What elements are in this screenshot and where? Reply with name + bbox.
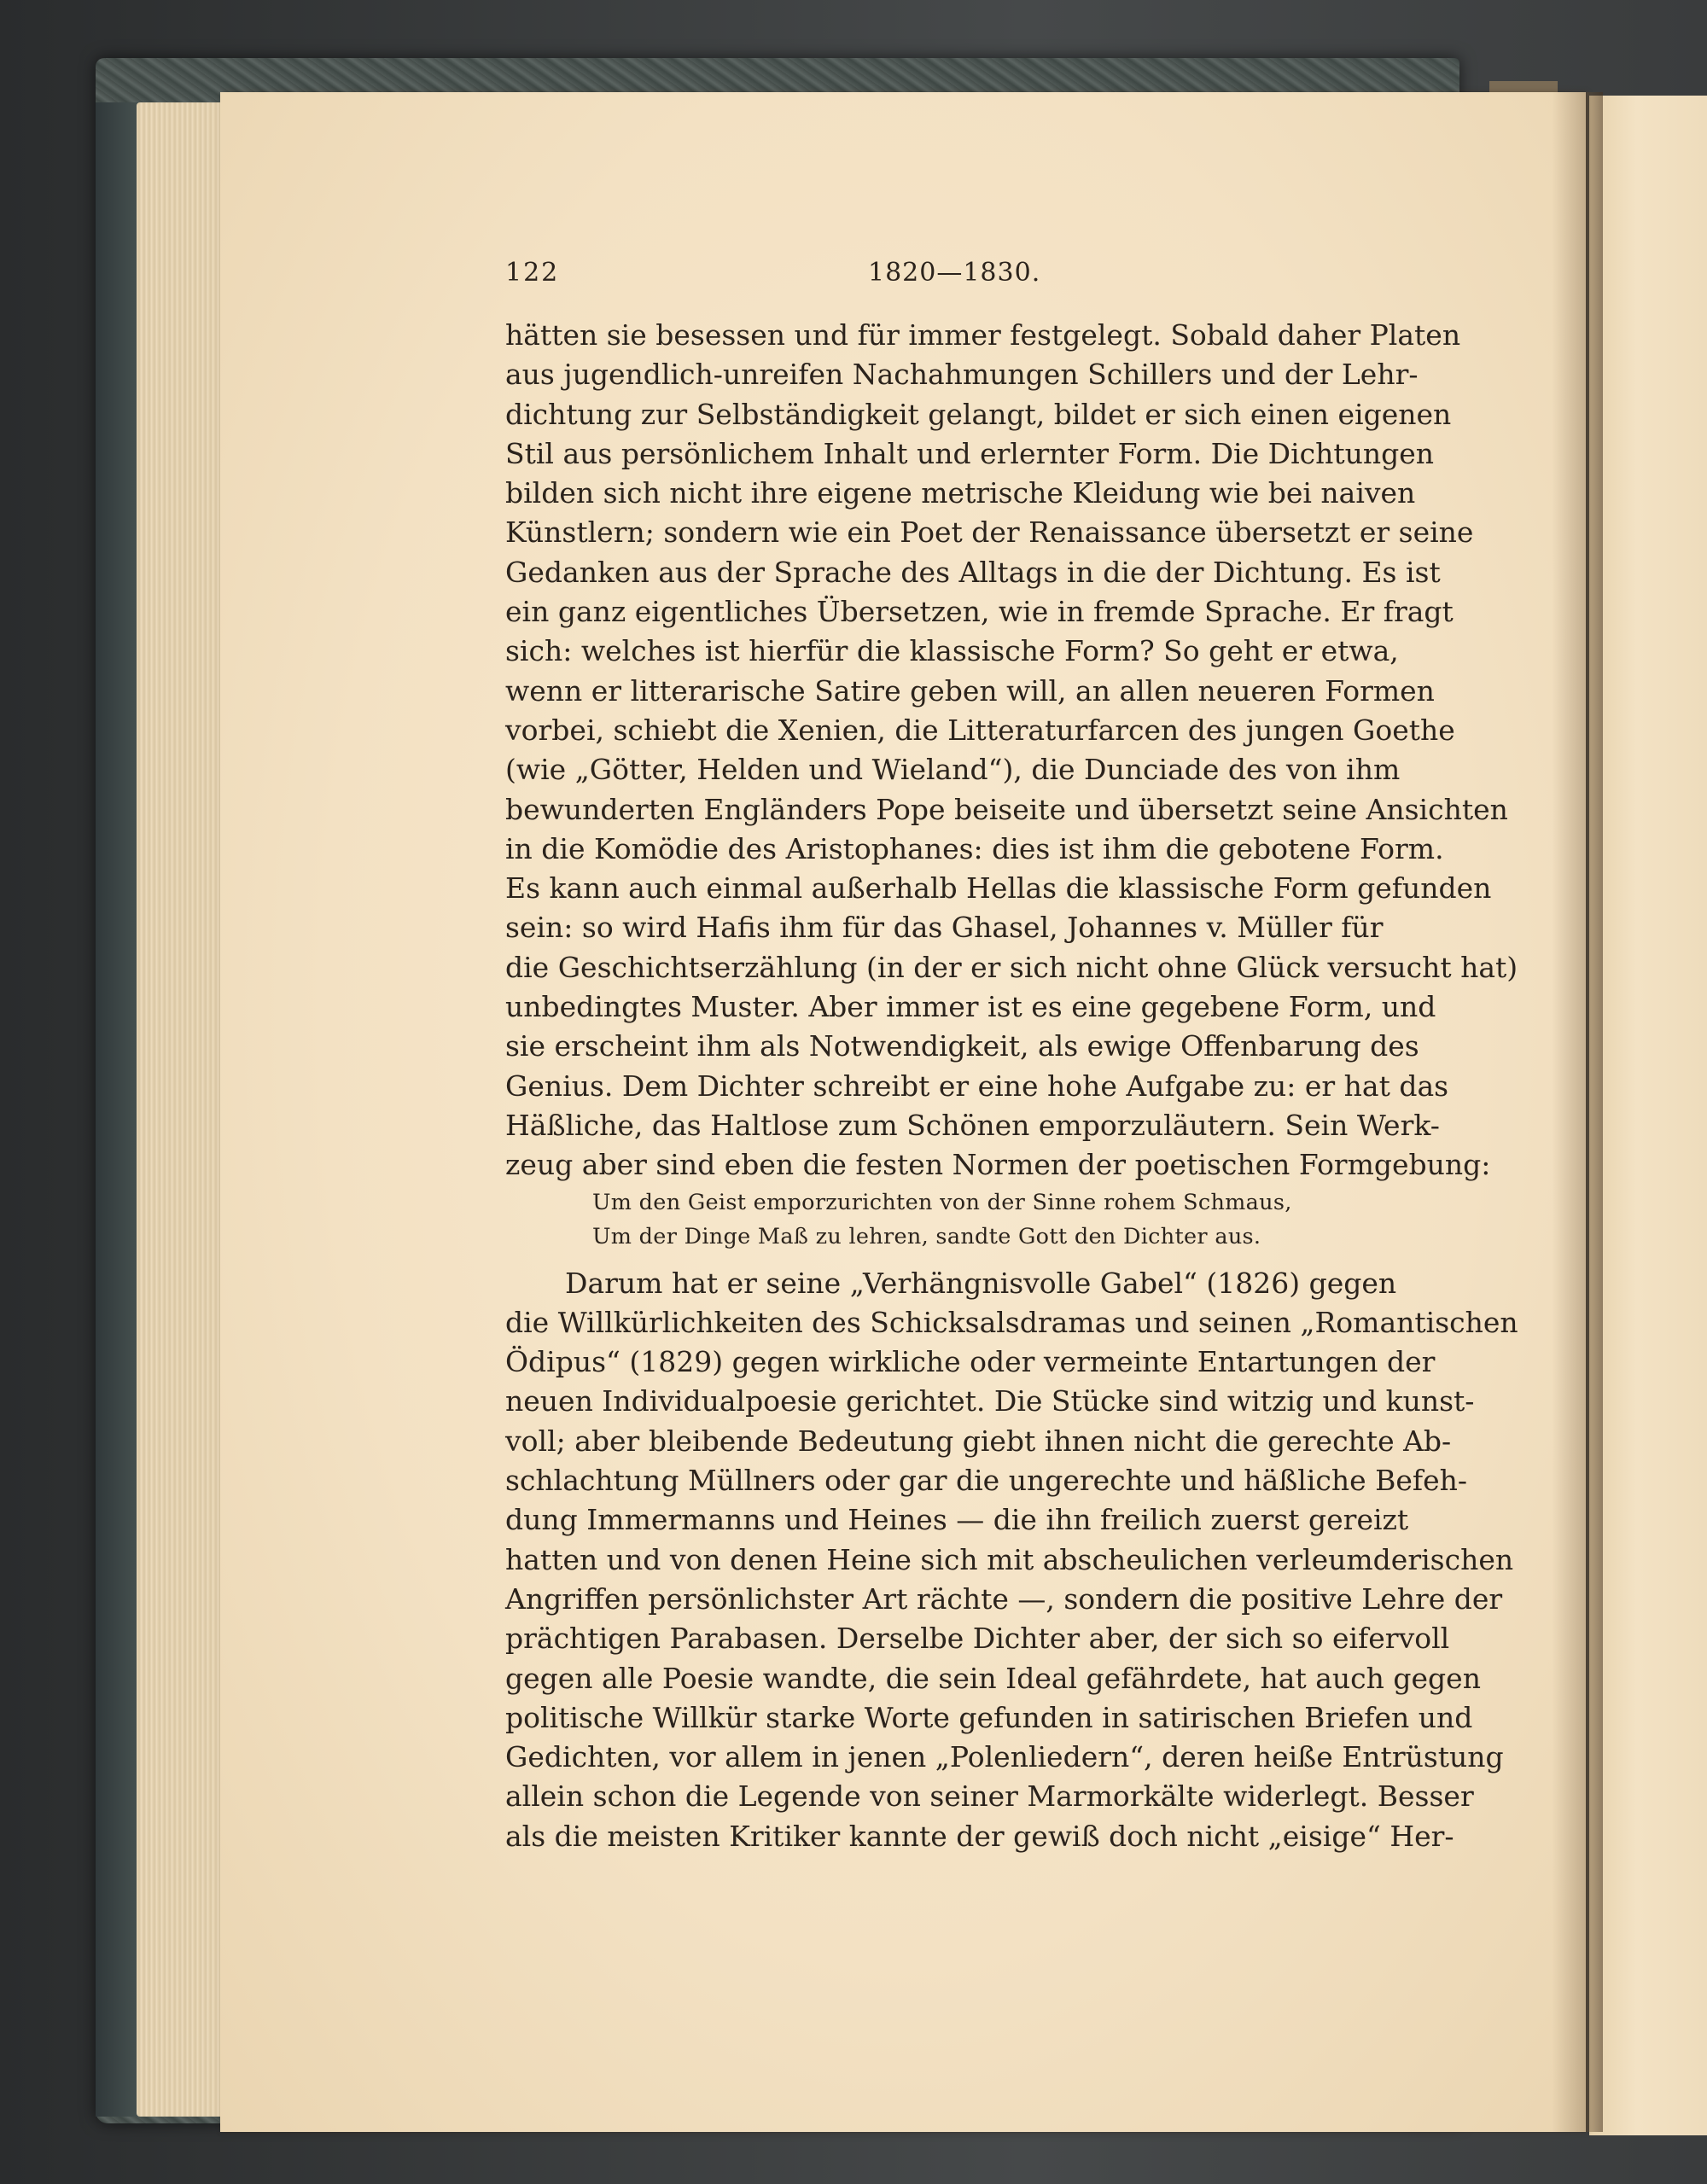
page-number: 122 bbox=[505, 258, 560, 288]
quote-line: Um der Dinge Maß zu lehren, sandte Gott den Dichter aus. bbox=[592, 1223, 1261, 1249]
text-line: bewunderten Engländers Pope beiseite und übersetzt seine Ansichten bbox=[505, 792, 1508, 826]
facing-page bbox=[1589, 96, 1707, 2135]
spacer bbox=[505, 1254, 1378, 1264]
page-gutter bbox=[1552, 92, 1603, 2132]
text-line: hätten sie besessen und für immer festgelegt. Sobald daher Platen bbox=[505, 318, 1461, 352]
text-line: Häßliche, das Haltlose zum Schönen emporzuläutern. Sein Werk- bbox=[505, 1108, 1440, 1142]
text-line: die Willkürlichkeiten des Schicksalsdramas und seinen „Romantischen bbox=[505, 1305, 1518, 1339]
text-line: ein ganz eigentliches Übersetzen, wie in fremde Sprache. Er fragt bbox=[505, 595, 1454, 629]
text-line: allein schon die Legende von seiner Marmorkälte widerlegt. Besser bbox=[505, 1779, 1474, 1814]
text-line: bilden sich nicht ihre eigene metrische Kleidung wie bei naiven bbox=[505, 476, 1416, 510]
text-line: voll; aber bleibende Bedeutung giebt ihnen nicht die gerechte Ab- bbox=[505, 1424, 1452, 1458]
paragraph-2 bbox=[505, 1264, 1518, 1856]
text-line: aus jugendlich-unreifen Nachahmungen Schillers und der Lehr- bbox=[505, 358, 1419, 392]
text-line: Gedichten, vor allem in jenen „Polenliedern“, deren heiße Entrüstung bbox=[505, 1740, 1504, 1774]
text-line: Genius. Dem Dichter schreibt er eine hohe Aufgabe zu: er hat das bbox=[505, 1069, 1449, 1103]
verse-quote bbox=[505, 1185, 1378, 1254]
text-line: Künstlern; sondern wie ein Poet der Renaissance übersetzt er seine bbox=[505, 515, 1474, 550]
text-line: sie erscheint ihm als Notwendigkeit, als ewige Offenbarung des bbox=[505, 1029, 1419, 1063]
text-line: (wie „Götter, Helden und Wieland“), die Dunciade des von ihm bbox=[505, 753, 1401, 787]
text-line: zeug aber sind eben die festen Normen der poetischen Formgebung: bbox=[505, 1148, 1491, 1182]
text-line: dichtung zur Selbständigkeit gelangt, bildet er sich einen eigenen bbox=[505, 397, 1452, 431]
text-line: prächtigen Parabasen. Derselbe Dichter aber, der sich so eifervoll bbox=[505, 1622, 1450, 1656]
text-line: vorbei, schiebt die Xenien, die Litteraturfarcen des jungen Goethe bbox=[505, 713, 1455, 747]
text-line: sich: welches ist hierfür die klassische Form? So geht er etwa, bbox=[505, 634, 1399, 668]
text-line: gegen alle Poesie wandte, die sein Ideal gefährdete, hat auch gegen bbox=[505, 1661, 1481, 1695]
page-header bbox=[505, 258, 1378, 295]
paragraph-1 bbox=[505, 316, 1518, 1185]
text-line: dung Immermanns und Heines — die ihn freilich zuerst gereizt bbox=[505, 1503, 1409, 1537]
text-line: Stil aus persönlichem Inhalt und erlernter Form. Die Dichtungen bbox=[505, 436, 1435, 470]
running-head: 1820—1830. bbox=[868, 258, 1041, 288]
text-line: unbedingtes Muster. Aber immer ist es eine gegebene Form, und bbox=[505, 990, 1436, 1024]
text-line: politische Willkür starke Worte gefunden in satirischen Briefen und bbox=[505, 1700, 1473, 1734]
text-line: Es kann auch einmal außerhalb Hellas die klassische Form gefunden bbox=[505, 871, 1492, 906]
text-line: Gedanken aus der Sprache des Alltags in die der Dichtung. Es ist bbox=[505, 555, 1441, 589]
text-line: sein: so wird Hafis ihm für das Ghasel, Johannes v. Müller für bbox=[505, 911, 1384, 945]
text-line: hatten und von denen Heine sich mit abscheulichen verleumderischen bbox=[505, 1542, 1514, 1576]
text-block bbox=[505, 316, 1518, 1856]
text-line: als die meisten Kritiker kannte der gewiß doch nicht „eisige“ Her- bbox=[505, 1819, 1454, 1853]
text-line: wenn er litterarische Satire geben will, an allen neueren Formen bbox=[505, 673, 1435, 708]
text-line: die Geschichtserzählung (in der er sich nicht ohne Glück versucht hat) bbox=[505, 950, 1518, 984]
quote-line: Um den Geist emporzurichten von der Sinne rohem Schmaus, bbox=[592, 1189, 1292, 1215]
text-line: Ödipus“ (1829) gegen wirkliche oder vermeinte Entartungen der bbox=[505, 1345, 1436, 1379]
text-line: in die Komödie des Aristophanes: dies ist ihm die gebotene Form. bbox=[505, 831, 1444, 865]
text-line: Darum hat er seine „Verhängnisvolle Gabel“ (1826) gegen bbox=[565, 1266, 1397, 1300]
text-line: Angriffen persönlichster Art rächte —, sondern die positive Lehre der bbox=[505, 1581, 1503, 1616]
text-line: neuen Individualpoesie gerichtet. Die Stücke sind witzig und kunst- bbox=[505, 1384, 1475, 1418]
text-line: schlachtung Müllners oder gar die ungerechte und häßliche Befeh- bbox=[505, 1464, 1468, 1498]
